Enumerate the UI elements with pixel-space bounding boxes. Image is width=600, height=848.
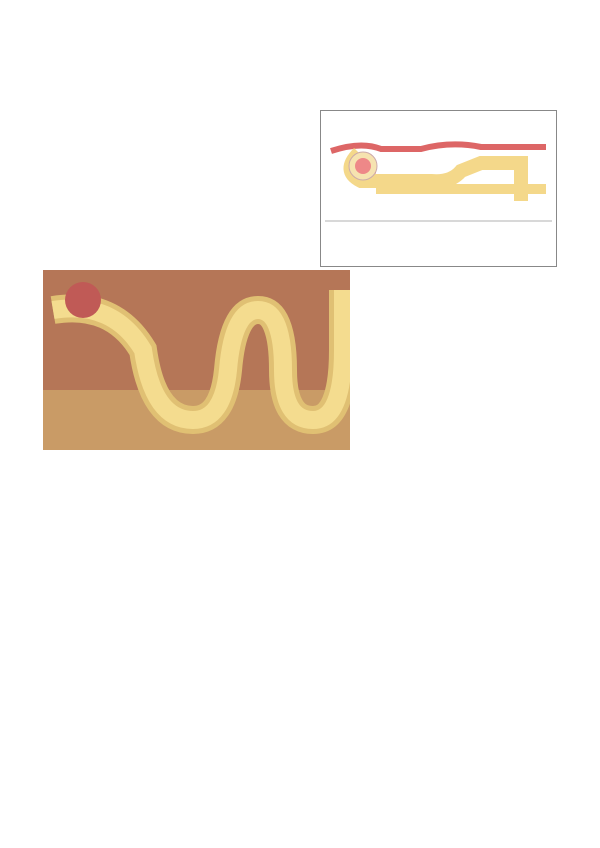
nephron-diagram <box>320 110 557 267</box>
reabsorption-illustration <box>43 270 350 450</box>
reabsorption-svg <box>43 270 350 450</box>
nephron-svg <box>321 111 556 266</box>
